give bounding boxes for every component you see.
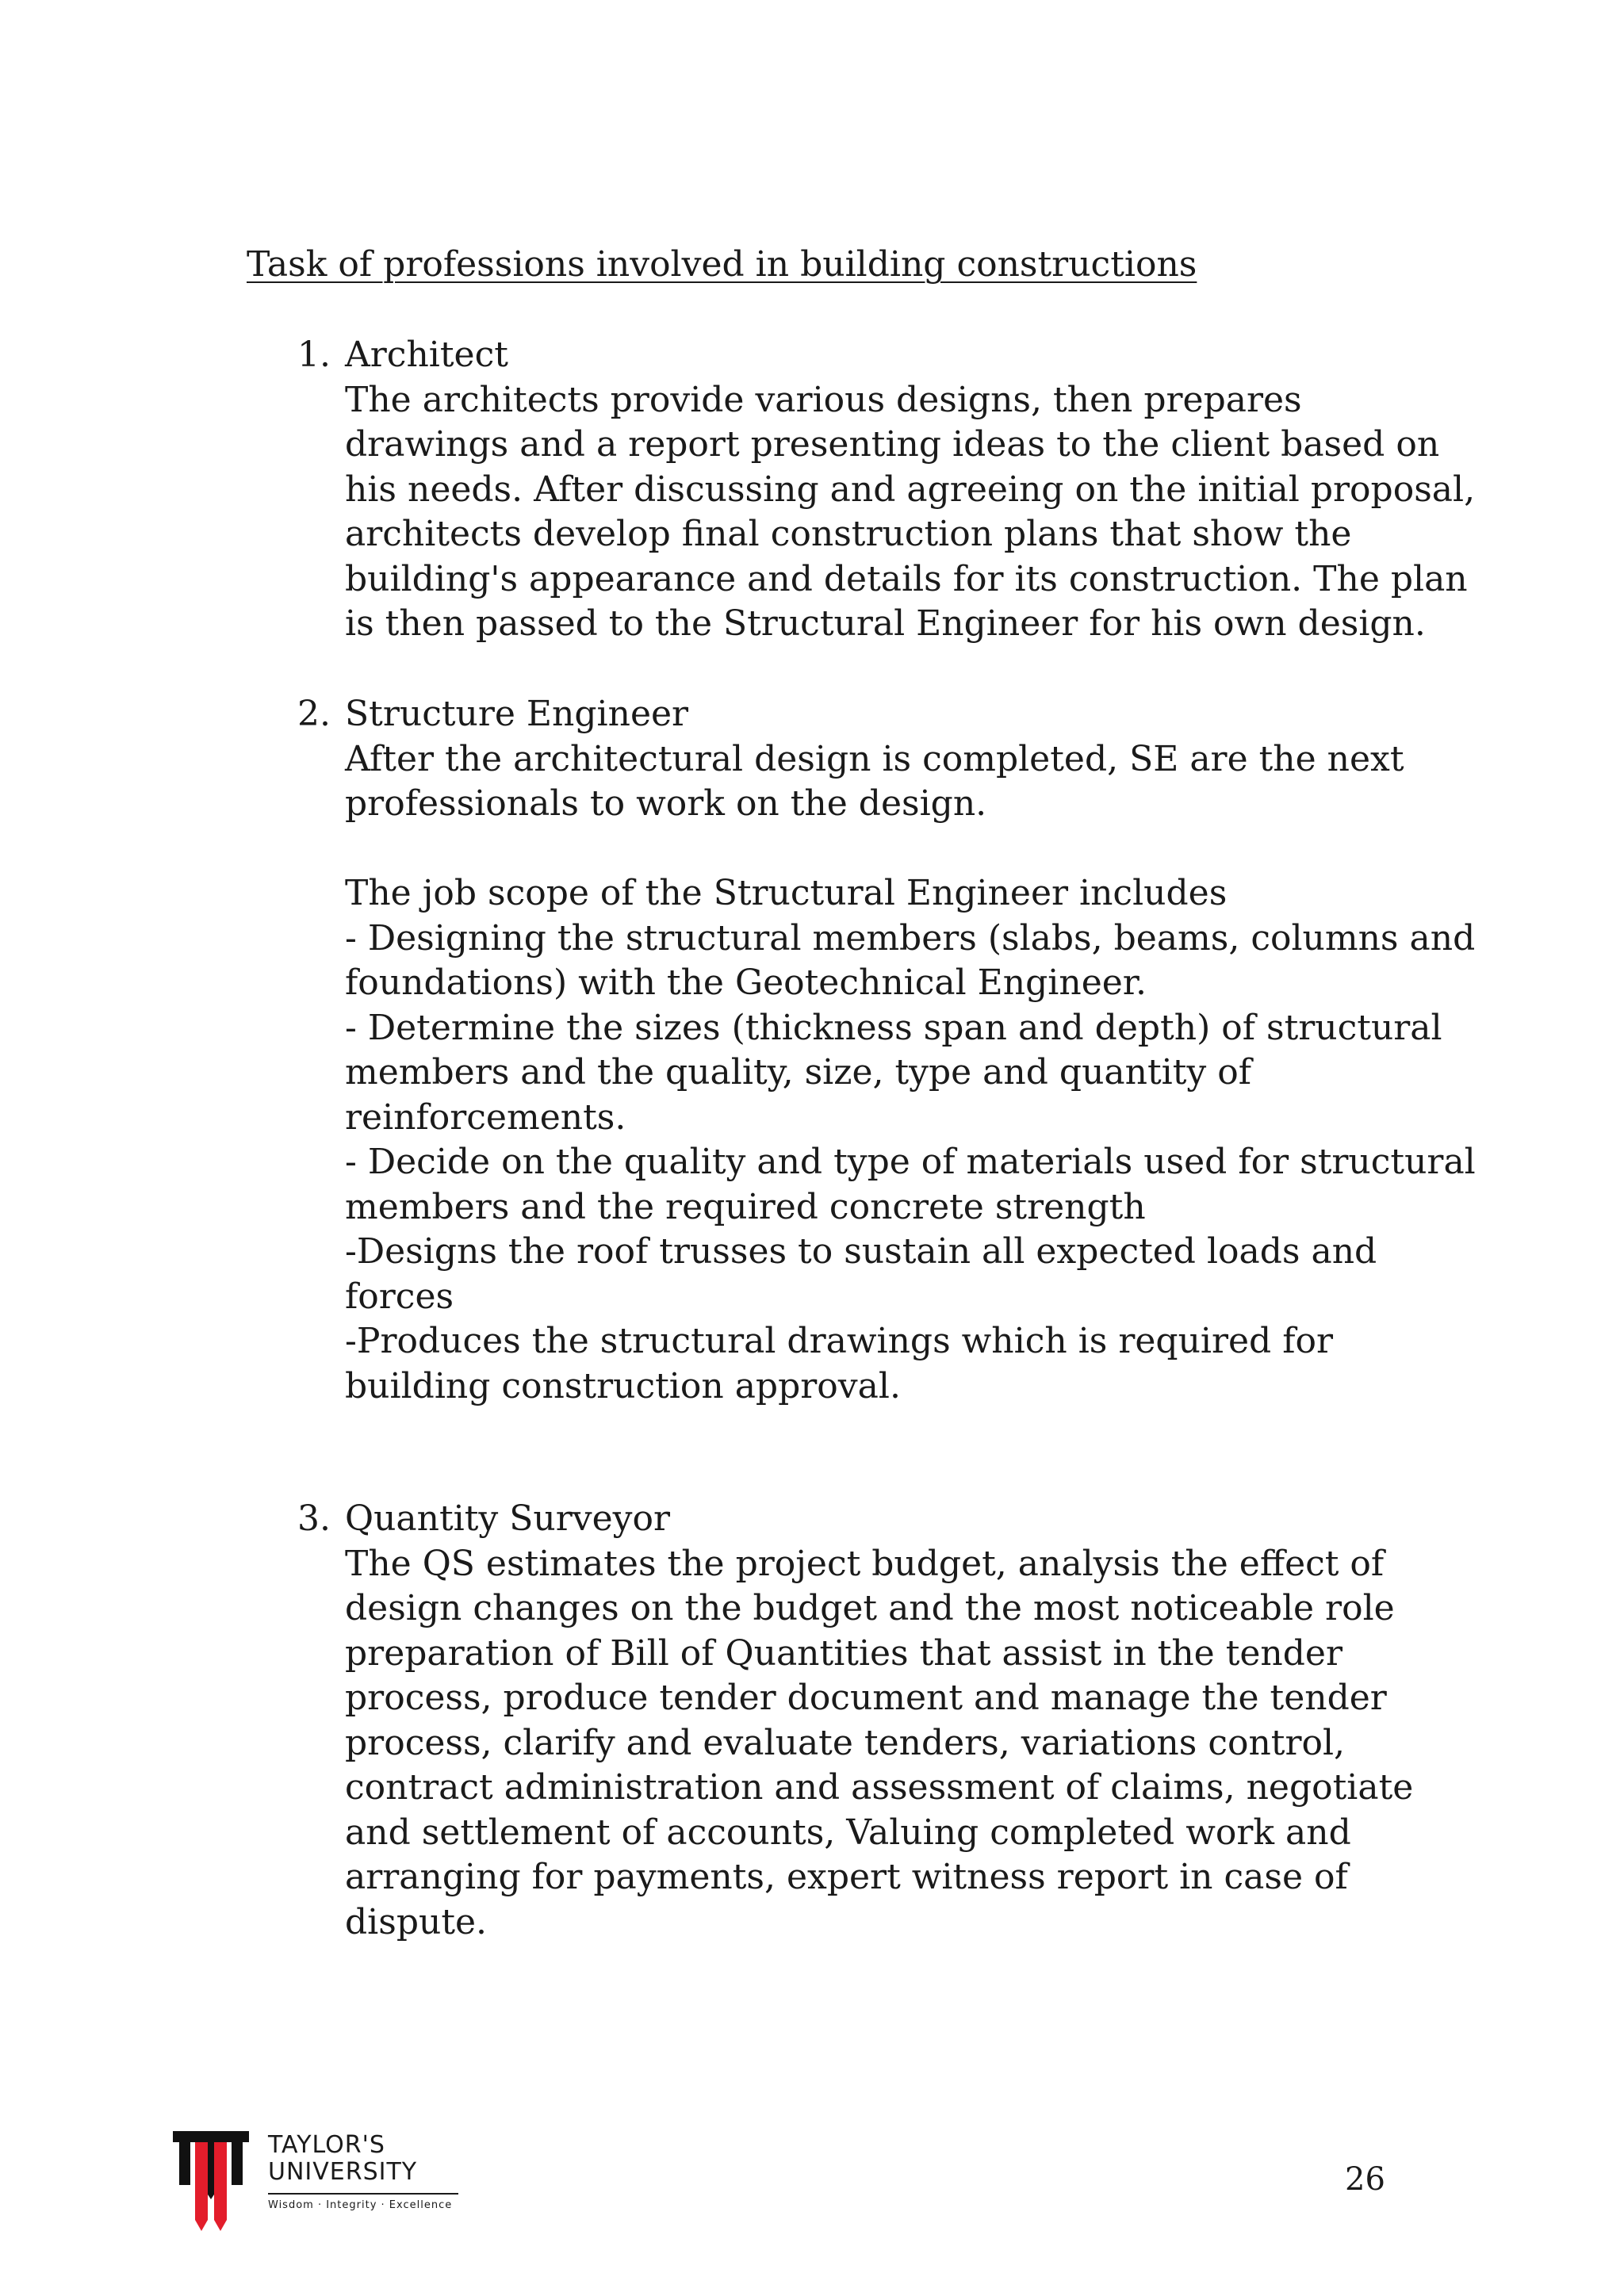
text-line: foundations) with the Geotechnical Engineer.: [345, 962, 1147, 1003]
text-line: design changes on the budget and the most noticeable role: [345, 1588, 1395, 1628]
text-line: The job scope of the Structural Engineer includes: [345, 873, 1228, 913]
logo-divider: [268, 2193, 458, 2195]
list-item-body: [345, 1497, 1439, 1945]
list-item-body: [345, 333, 1476, 647]
text-line: members and the quality, size, type and quantity of: [345, 1052, 1252, 1093]
list-number: 3.: [297, 1498, 331, 1539]
text-line: drawings and a report presenting ideas to the client based on: [345, 424, 1440, 465]
logo-tagline: Wisdom · Integrity · Excellence: [268, 2199, 453, 2211]
text-line: - Decide on the quality and type of materials used for structural: [345, 1142, 1476, 1182]
text-line: building's appearance and details for its construction. The plan: [345, 558, 1468, 599]
text-line: forces: [345, 1276, 454, 1317]
paragraph-gap: [345, 827, 1439, 872]
text-line: professionals to work on the design.: [345, 783, 987, 824]
page-number: 26: [1345, 2161, 1385, 2198]
list-number: 1.: [297, 335, 331, 375]
text-line: - Designing the structural members (slabs, beams, columns and: [345, 917, 1476, 959]
text-line: The architects provide various designs, then prepares: [345, 379, 1302, 420]
taylors-university-logo: [173, 2131, 458, 2242]
text-line: is then passed to the Structural Engineer for his own design.: [345, 603, 1426, 644]
text-line: architects develop final construction plans that show the: [345, 514, 1352, 554]
text-line: After the architectural design is completed, SE are the next: [345, 738, 1404, 779]
list-item-body: [345, 692, 1476, 1409]
text-line: - Determine the sizes (thickness span and depth) of structural: [345, 1007, 1442, 1048]
text-line: reinforcements.: [345, 1096, 626, 1138]
logo-wordmark-line1: TAYLOR'S: [268, 2131, 385, 2159]
text-line: preparation of Bill of Quantities that assist in the tender: [345, 1632, 1342, 1674]
text-line: members and the required concrete strength: [345, 1186, 1146, 1227]
list-number: 2.: [297, 694, 331, 734]
text-line: building construction approval.: [345, 1365, 901, 1406]
logo-wordmark-line2: UNIVERSITY: [268, 2158, 418, 2186]
university-crest-icon: [173, 2131, 252, 2234]
text-line: dispute.: [345, 1901, 488, 1942]
text-line: his needs. After discussing and agreeing on the initial proposal,: [345, 469, 1476, 510]
text-line: and settlement of accounts, Valuing completed work and: [345, 1812, 1351, 1853]
text-line: -Produces the structural drawings which is required for: [345, 1321, 1334, 1361]
item-title: Architect: [345, 335, 508, 375]
text-line: contract administration and assessment of claims, negotiate: [345, 1767, 1414, 1808]
item-title: Quantity Surveyor: [345, 1498, 671, 1539]
text-line: -Designs the roof trusses to sustain all expected loads and: [345, 1231, 1377, 1272]
text-line: The QS estimates the project budget, analysis the effect of: [345, 1543, 1385, 1584]
text-line: arranging for payments, expert witness report in case of: [345, 1857, 1348, 1897]
section-heading: Task of professions involved in building constructions: [247, 244, 1197, 285]
text-line: process, clarify and evaluate tenders, variations control,: [345, 1722, 1346, 1763]
item-title: Structure Engineer: [345, 694, 689, 734]
text-line: process, produce tender document and manage the tender: [345, 1678, 1387, 1718]
